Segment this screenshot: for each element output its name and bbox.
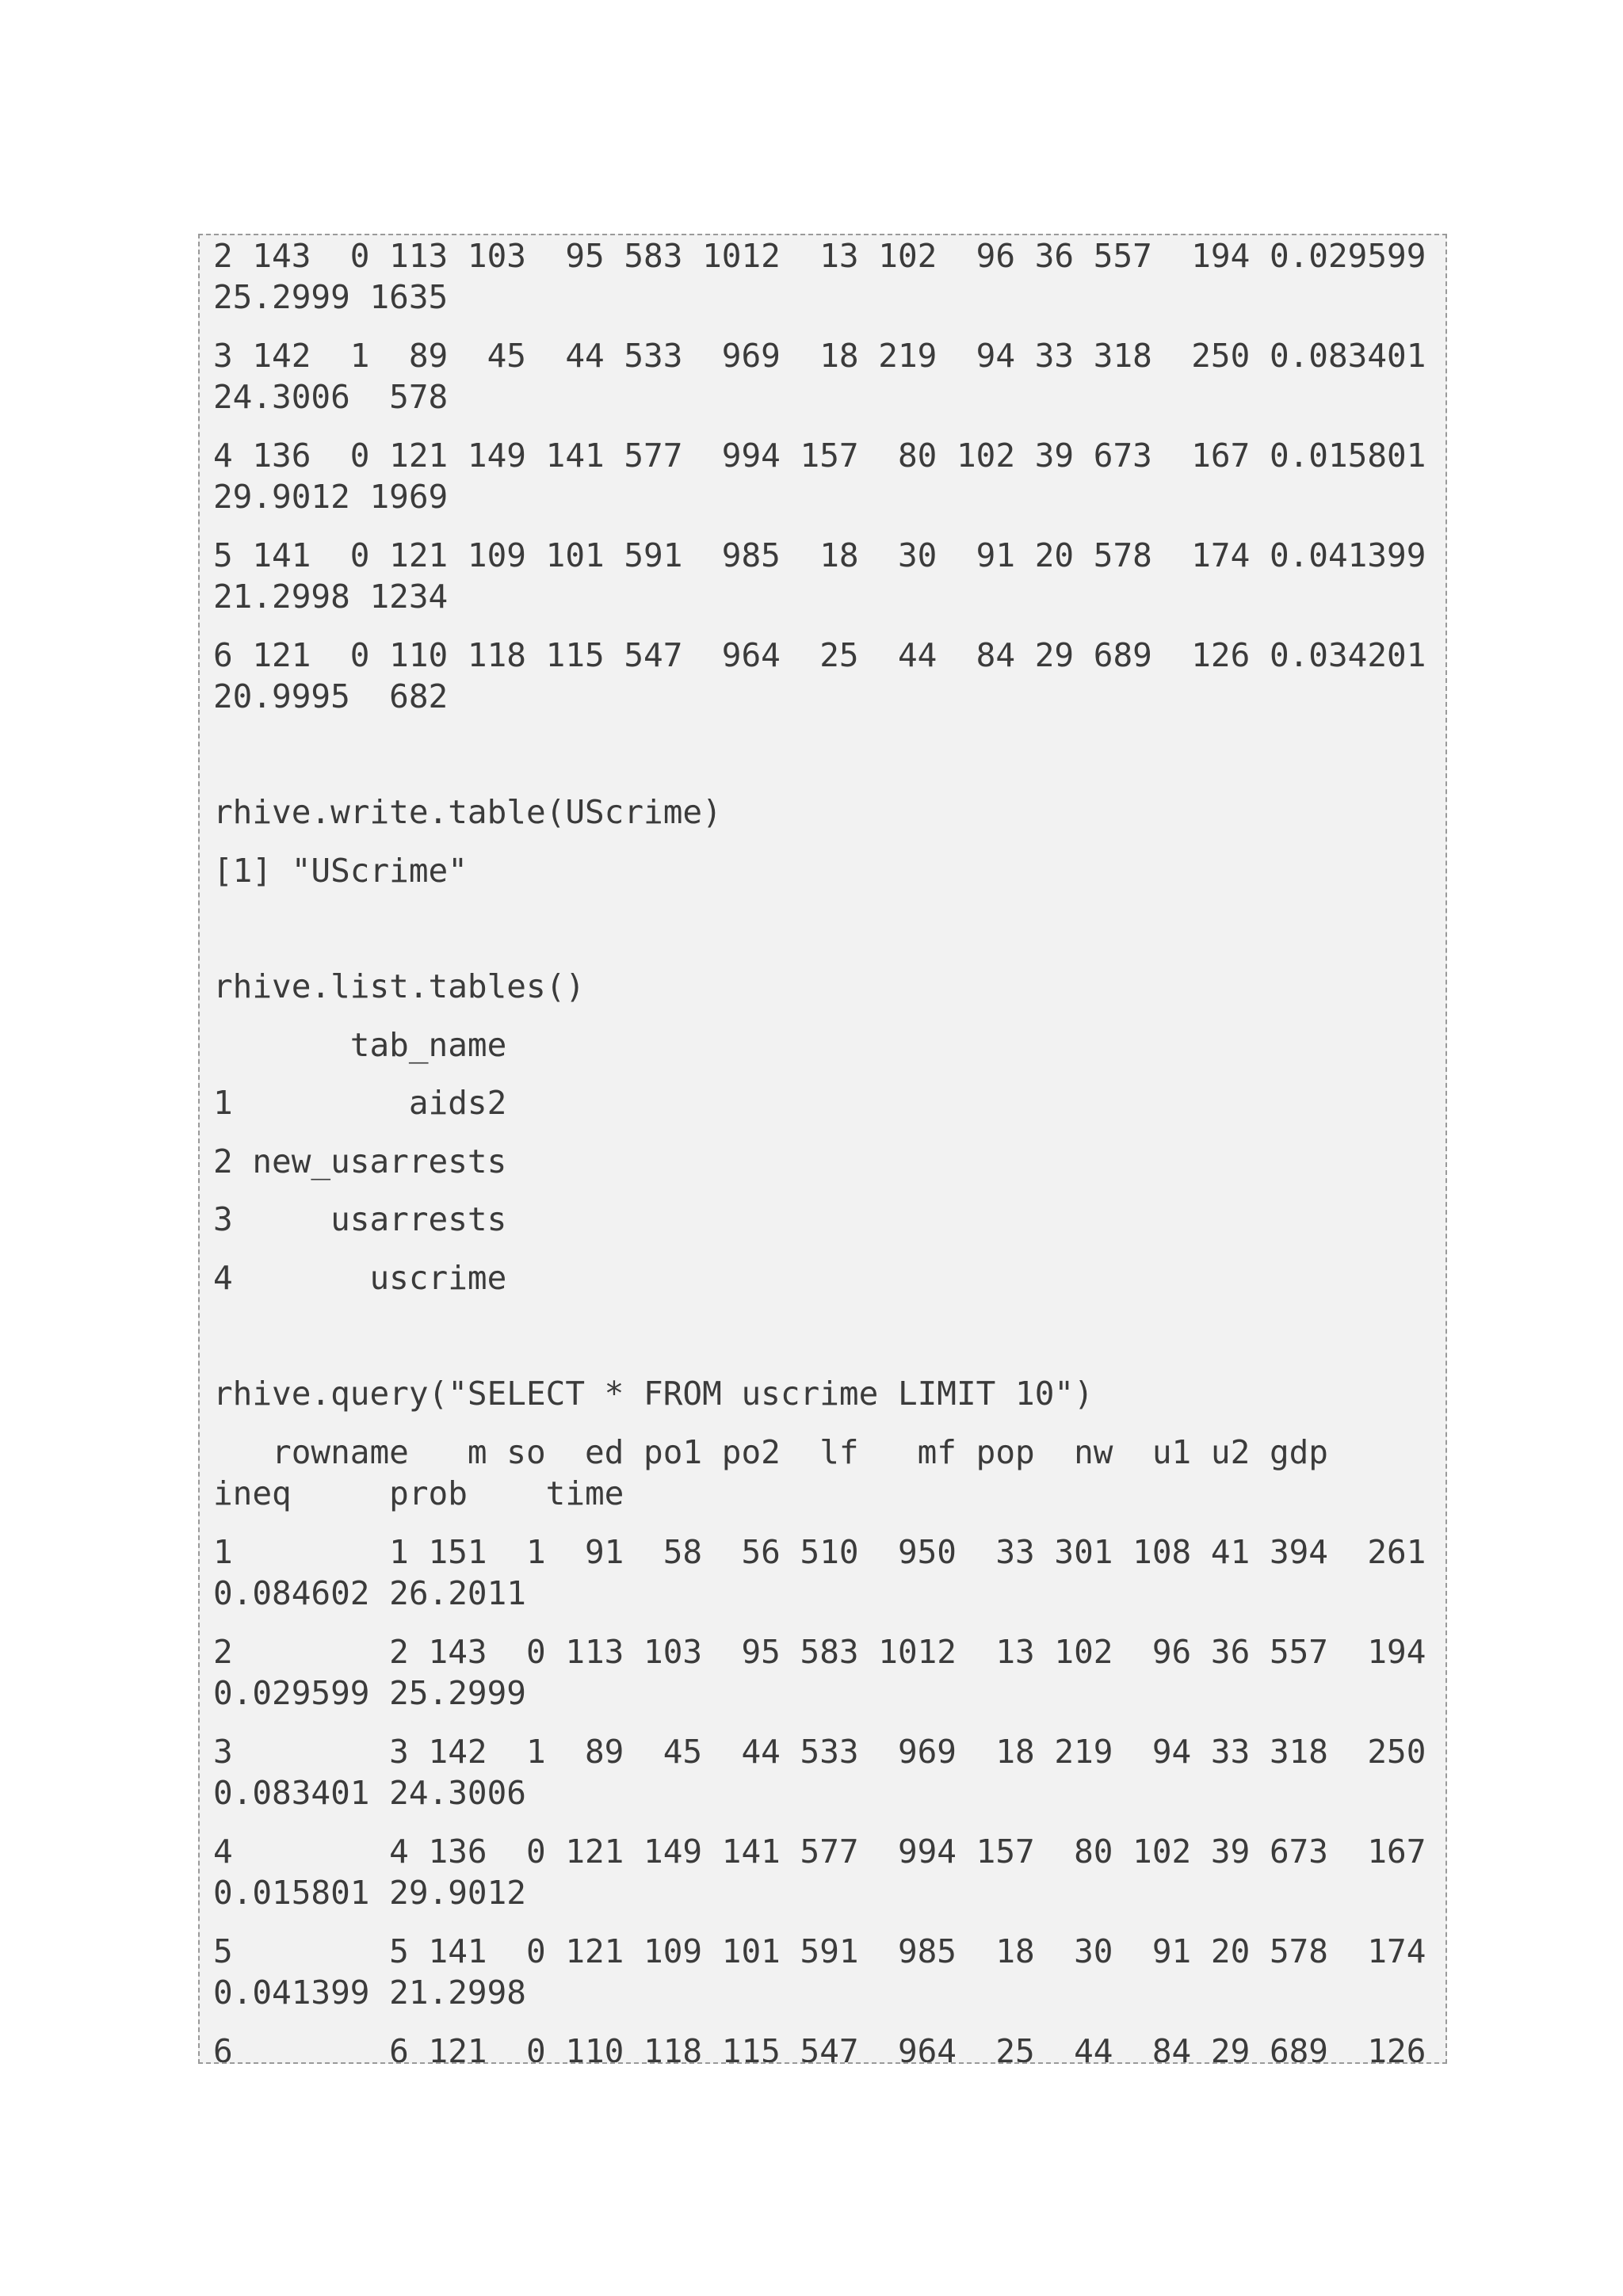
code-line: 0.015801 29.9012 [213,1874,526,1912]
code-line: 0.041399 21.2998 [213,1974,526,2012]
code-line: rhive.write.table(UScrime) [213,793,722,831]
code-line: rhive.list.tables() [213,967,585,1005]
code-line: ineq prob time [213,1474,624,1512]
code-line: 6 121 0 110 118 115 547 964 25 44 84 29 689 126 0.034201 [213,636,1426,674]
code-line: 29.9012 1969 [213,478,449,516]
code-line: 5 141 0 121 109 101 591 985 18 30 91 20 578 174 0.041399 [213,536,1426,574]
code-line: [1] "UScrime" [213,852,468,890]
code-line: 24.3006 578 [213,378,449,416]
code-line: 0.084602 26.2011 [213,1574,526,1612]
code-line: 1 aids2 [213,1084,507,1122]
code-line: 0.029599 25.2999 [213,1674,526,1712]
code-line: 5 5 141 0 121 109 101 591 985 18 30 91 20 578 174 [213,1932,1426,1970]
code-line: 1 1 151 1 91 58 56 510 950 33 301 108 41 394 261 [213,1533,1426,1571]
code-line: tab_name [213,1026,507,1064]
code-line: 4 uscrime [213,1259,507,1297]
code-line: 20.9995 682 [213,677,449,715]
code-line: 6 6 121 0 110 118 115 547 964 25 44 84 29 689 126 [213,2032,1426,2064]
code-line: 4 136 0 121 149 141 577 994 157 80 102 39 673 167 0.015801 [213,437,1426,475]
code-line: 0.083401 24.3006 [213,1774,526,1812]
code-line: 3 142 1 89 45 44 533 969 18 219 94 33 318 250 0.083401 [213,337,1426,375]
code-line: 2 new_usarrests [213,1142,507,1180]
code-line: 3 3 142 1 89 45 44 533 969 18 219 94 33 318 250 [213,1733,1426,1771]
code-block [198,234,1447,2064]
code-line: 2 2 143 0 113 103 95 583 1012 13 102 96 36 557 194 [213,1633,1426,1671]
code-line: rhive.query("SELECT * FROM uscrime LIMIT 10") [213,1375,1094,1413]
code-line: 3 usarrests [213,1200,507,1238]
code-line: rowname m so ed po1 po2 lf mf pop nw u1 u2 gdp [213,1433,1328,1471]
code-line: 4 4 136 0 121 149 141 577 994 157 80 102 39 673 167 [213,1833,1426,1871]
code-line: 25.2999 1635 [213,278,449,316]
code-line: 21.2998 1234 [213,578,449,616]
code-line: 2 143 0 113 103 95 583 1012 13 102 96 36 557 194 0.029599 [213,237,1426,275]
